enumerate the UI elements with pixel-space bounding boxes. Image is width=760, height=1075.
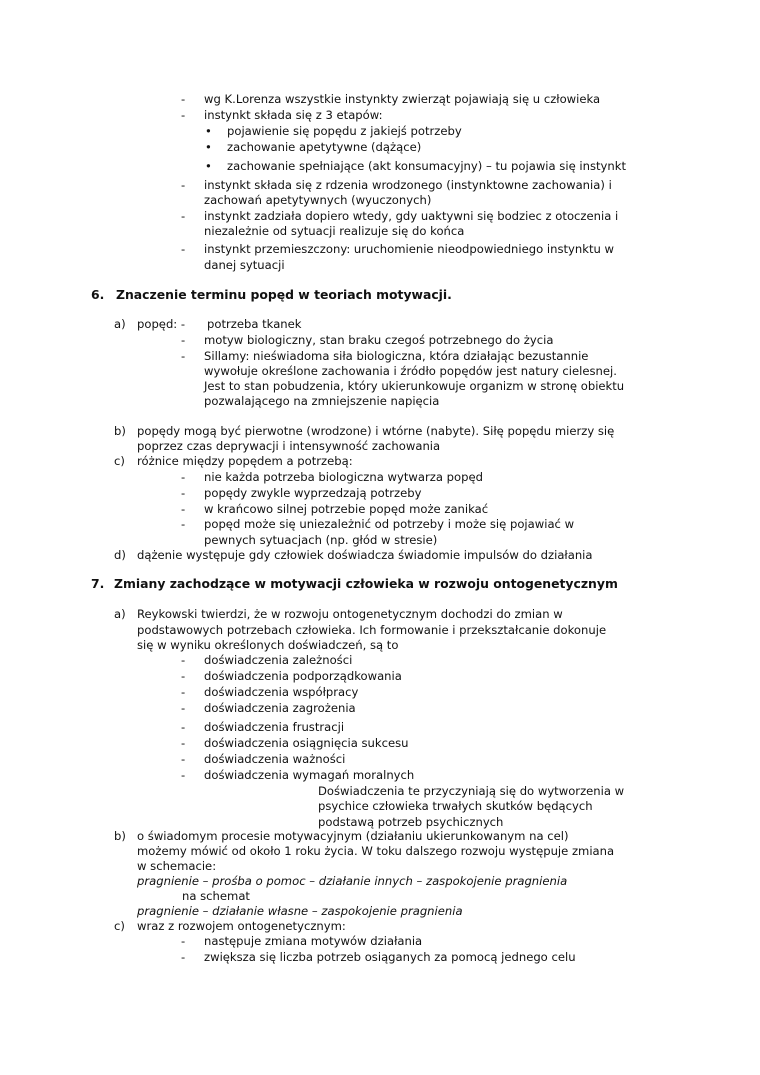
section-heading: Znaczenie terminu popęd w teoriach motywacji. <box>116 287 452 302</box>
list-item: potrzeba tkanek <box>207 317 302 331</box>
dash: - <box>181 333 186 347</box>
list-item-cont: pozwalającego na zmniejszenie napięcia <box>204 394 440 408</box>
dash: - <box>181 701 186 715</box>
list-item: doświadczenia osiągnięcia sukcesu <box>204 736 409 750</box>
list-item: doświadczenia współpracy <box>204 685 359 699</box>
list-marker: a) <box>114 607 126 621</box>
list-item: Sillamy: nieświadoma siła biologiczna, która działając bezustannie <box>204 349 589 363</box>
list-item-cont: wywołuje określone zachowania i źródło popędów jest natury cielesnej. <box>204 364 617 378</box>
dash: - <box>181 486 186 500</box>
list-item: doświadczenia frustracji <box>204 720 345 734</box>
paragraph-line: różnice między popędem a potrzebą: <box>137 454 353 468</box>
paragraph-line: popędy mogą być pierwotne (wrodzone) i wtórne (nabyte). Siłę popędu mierzy się <box>137 424 615 438</box>
list-marker: c) <box>114 919 125 933</box>
list-item: doświadczenia ważności <box>204 752 346 766</box>
dash: - <box>181 950 186 964</box>
list-item: w krańcowo silnej potrzebie popęd może zanikać <box>204 502 489 516</box>
paragraph-line: o świadomym procesie motywacyjnym (działaniu ukierunkowanym na cel) <box>137 829 569 843</box>
paragraph-line: się w wyniku określonych doświadczeń, są to <box>137 638 399 652</box>
dash: - <box>181 669 186 683</box>
list-item: instynkt przemieszczony: uruchomienie nieodpowiedniego instynktu w <box>204 242 615 256</box>
list-item: zwiększa się liczba potrzeb osiąganych za pomocą jednego celu <box>204 950 576 964</box>
heading-number: 7. <box>91 576 105 591</box>
list-item: instynkt składa się z 3 etapów: <box>204 108 383 122</box>
heading-number: 6. <box>91 287 105 302</box>
list-marker: c) <box>114 454 125 468</box>
dash: - <box>181 736 186 750</box>
list-item: pojawienie się popędu z jakiejś potrzeby <box>227 124 462 138</box>
list-item-cont: Jest to stan pobudzenia, który ukierunkowuje organizm w stronę obiektu <box>204 379 625 393</box>
list-item: zachowanie spełniające (akt konsumacyjny) – tu pojawia się instynkt <box>227 159 627 173</box>
dash: - <box>181 685 186 699</box>
paragraph-line: możemy mówić od około 1 roku życia. W toku dalszego rozwoju występuje zmiana <box>137 844 615 858</box>
note-line: psychice człowieka trwałych skutków będących <box>318 799 593 813</box>
list-item: instynkt składa się z rdzenia wrodzonego (instynktowne zachowania) i <box>204 178 612 192</box>
list-item-cont: niezależnie od sytuacji realizuje się do końca <box>204 224 465 238</box>
paragraph-line: wraz z rozwojem ontogenetycznym: <box>137 919 346 933</box>
dash: - <box>181 752 186 766</box>
list-item: instynkt zadziała dopiero wtedy, gdy uaktywni się bodziec z otoczenia i <box>204 209 619 223</box>
list-item: doświadczenia wymagań moralnych <box>204 768 415 782</box>
dash: - <box>181 653 186 667</box>
dash: - <box>181 470 186 484</box>
scheme-line: pragnienie – prośba o pomoc – działanie innych – zaspokojenie pragnienia <box>137 874 568 888</box>
dash: - <box>181 720 186 734</box>
dash: - <box>181 502 186 516</box>
paragraph-line: podstawowych potrzebach człowieka. Ich formowanie i przekształcanie dokonuje <box>137 623 607 637</box>
list-item: wg K.Lorenza wszystkie instynkty zwierząt pojawiają się u człowieka <box>204 92 601 106</box>
dash: - <box>181 92 186 106</box>
paragraph-line: poprzez czas deprywacji i intensywność zachowania <box>137 439 441 453</box>
list-item: doświadczenia zależności <box>204 653 353 667</box>
list-item: popęd może się uniezależnić od potrzeby i może się pojawiać w <box>204 517 575 531</box>
dash: - <box>181 517 186 531</box>
note-line: Doświadczenia te przyczyniają się do wytworzenia w <box>318 784 625 798</box>
list-marker: b) <box>114 829 126 843</box>
list-item-cont: zachowań apetytywnych (wyuczonych) <box>204 193 432 207</box>
bullet-icon: • <box>205 140 212 154</box>
note-line: podstawą potrzeb psychicznych <box>318 815 504 829</box>
dash: - <box>181 209 186 223</box>
scheme-connector: na schemat <box>182 889 250 903</box>
list-item: motyw biologiczny, stan braku czegoś potrzebnego do życia <box>204 333 554 347</box>
list-item: następuje zmiana motywów działania <box>204 934 423 948</box>
list-item: doświadczenia podporządkowania <box>204 669 402 683</box>
dash: - <box>181 768 186 782</box>
term-label: popęd: - <box>137 317 186 331</box>
section-heading: Zmiany zachodzące w motywacji człowieka w rozwoju ontogenetycznym <box>114 576 618 591</box>
list-item: nie każda potrzeba biologiczna wytwarza popęd <box>204 470 483 484</box>
dash: - <box>181 242 186 256</box>
bullet-icon: • <box>205 159 212 173</box>
list-item: popędy zwykle wyprzedzają potrzeby <box>204 486 422 500</box>
list-marker: a) <box>114 317 126 331</box>
list-marker: b) <box>114 424 126 438</box>
dash: - <box>181 108 186 122</box>
list-item: zachowanie apetytywne (dążące) <box>227 140 422 154</box>
list-item: doświadczenia zagrożenia <box>204 701 356 715</box>
list-item-cont: danej sytuacji <box>204 258 285 272</box>
scheme-line: pragnienie – działanie własne – zaspokojenie pragnienia <box>137 904 463 918</box>
list-item-cont: pewnych sytuacjach (np. głód w stresie) <box>204 533 438 547</box>
paragraph-line: w schemacie: <box>137 859 217 873</box>
dash: - <box>181 178 186 192</box>
paragraph-line: Reykowski twierdzi, że w rozwoju ontogenetycznym dochodzi do zmian w <box>137 607 563 621</box>
bullet-icon: • <box>205 124 212 138</box>
dash: - <box>181 934 186 948</box>
paragraph-line: dążenie występuje gdy człowiek doświadcza świadomie impulsów do działania <box>137 548 593 562</box>
list-marker: d) <box>114 548 126 562</box>
dash: - <box>181 349 186 363</box>
